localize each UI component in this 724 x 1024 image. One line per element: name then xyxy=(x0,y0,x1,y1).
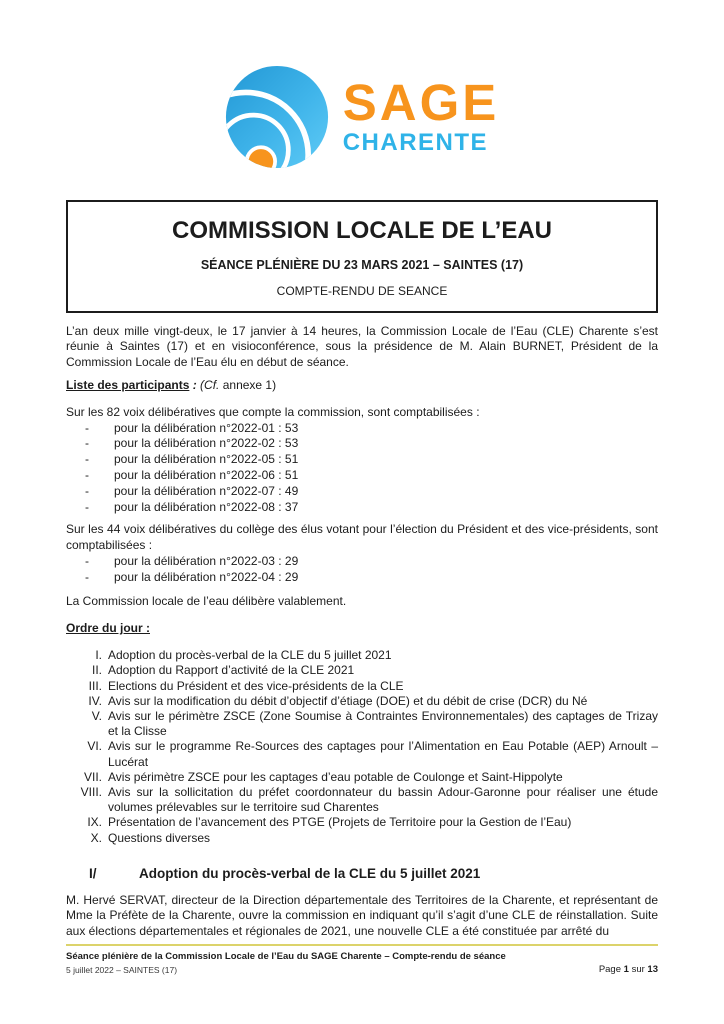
sage-charente-logo xyxy=(66,56,658,178)
agenda-list xyxy=(66,648,658,846)
document-title: COMMISSION LOCALE DE L’EAU xyxy=(171,217,552,244)
list-item xyxy=(66,421,658,437)
agenda-numeral: IX. xyxy=(87,815,102,830)
water-sphere-icon xyxy=(225,59,329,175)
agenda-item xyxy=(66,831,658,846)
list-item xyxy=(66,452,658,468)
page-total: 13 xyxy=(647,964,658,976)
agenda-text: Avis sur le programme Re-Sources des captages pour l’Alimentation en Eau Potable (AEP) Arnoult – Lucérat xyxy=(108,739,658,769)
agenda-numeral: III. xyxy=(88,678,102,693)
session-subtitle: SÉANCE PLÉNIÈRE DU 23 MARS 2021 – SAINTES (17) xyxy=(200,257,524,272)
agenda-numeral: X. xyxy=(90,830,102,845)
page-footer xyxy=(66,944,658,976)
participants-cf: (Cf. xyxy=(200,377,220,392)
vote-line: pour la délibération n°2022-01 : 53 xyxy=(114,420,299,435)
deliberation-note: La Commission locale de l’eau délibère valablement. xyxy=(66,593,347,608)
list-item xyxy=(66,436,658,452)
agenda-numeral: I. xyxy=(95,648,102,663)
agenda-text: Adoption du Rapport d’activité de la CLE 2021 xyxy=(108,663,355,678)
agenda-numeral: VI. xyxy=(87,739,102,754)
agenda-numeral: II. xyxy=(91,663,102,678)
footer-left xyxy=(66,951,506,976)
agenda-item xyxy=(66,785,658,815)
section-heading xyxy=(66,866,658,883)
agenda-numeral: IV. xyxy=(88,693,102,708)
vote-line: pour la délibération n°2022-03 : 29 xyxy=(114,553,299,568)
vote-line: pour la délibération n°2022-04 : 29 xyxy=(114,569,299,584)
logo-sage-text: SAGE xyxy=(342,74,500,132)
agenda-numeral: VIII. xyxy=(80,784,102,799)
page-indicator xyxy=(599,964,658,976)
logo-charente-text: CHARENTE xyxy=(342,128,489,156)
agenda-text: Questions diverses xyxy=(108,830,211,845)
agenda-text: Avis sur le périmètre ZSCE (Zone Soumise à Contraintes Environnementales) des captages de Trizay et la Clisse xyxy=(108,708,658,739)
agenda-item xyxy=(66,648,658,663)
footer-doc-title: Séance plénière de la Commission Locale de l’Eau du SAGE Charente – Compte-rendu de séance xyxy=(66,951,506,962)
title-box xyxy=(66,200,658,313)
list-item xyxy=(66,484,658,500)
agenda-item xyxy=(66,815,658,830)
section-number: I/ xyxy=(89,865,97,881)
section-title: Adoption du procès-verbal de la CLE du 5 juillet 2021 xyxy=(139,865,481,881)
intro-paragraph: L’an deux mille vingt-deux, le 17 janvier à 14 heures, la Commission Locale de l’Eau (CLE) Charente s’est réunie à Saintes (17) et en visioconférence, sous la présidence de M. Alain BURNET, Président de la Commission Locale de l’Eau élu en début de séance. xyxy=(66,323,658,370)
footer-row xyxy=(66,951,658,976)
agenda-item xyxy=(66,694,658,709)
page-number: 1 xyxy=(623,964,629,976)
agenda-heading: Ordre du jour : xyxy=(66,621,150,636)
page-content xyxy=(66,0,658,940)
list-item xyxy=(66,468,658,484)
page-label: Page xyxy=(598,964,621,976)
participants-label: Liste des participants xyxy=(66,377,190,392)
agenda-item xyxy=(66,770,658,785)
participants-annex: annexe 1) xyxy=(219,377,277,392)
votes-elus-list xyxy=(66,554,658,586)
vote-line: pour la délibération n°2022-05 : 51 xyxy=(114,452,299,467)
agenda-text: Avis sur la sollicitation du préfet coordonnateur du bassin Adour-Garonne pour réaliser une étude volumes prélevables sur le territoire sud Charentes xyxy=(108,784,658,815)
agenda-text: Avis périmètre ZSCE pour les captages d’eau potable de Coulonge et Saint-Hippolyte xyxy=(108,769,563,784)
list-item xyxy=(66,570,658,586)
page-of-label: sur xyxy=(631,964,645,976)
vote-line: pour la délibération n°2022-08 : 37 xyxy=(114,499,299,514)
agenda-numeral: VII. xyxy=(83,769,102,784)
votes-all-header: Sur les 82 voix délibératives que compte la commission, sont comptabilisées : xyxy=(66,404,480,419)
agenda-item xyxy=(66,679,658,694)
logo-wordmark xyxy=(342,74,500,156)
votes-elus-header: Sur les 44 voix délibératives du collège des élus votant pour l’élection du Président et des vice-présidents, sont comptabilisées : xyxy=(66,522,658,553)
agenda-text: Avis sur la modification du débit d’objectif d’étiage (DOE) et du débit de crise (DCR) du Né xyxy=(108,693,588,708)
list-item xyxy=(66,500,658,516)
vote-line: pour la délibération n°2022-06 : 51 xyxy=(114,467,299,482)
agenda-text: Adoption du procès-verbal de la CLE du 5 juillet 2021 xyxy=(108,648,392,663)
agenda-text: Elections du Président et des vice-présidents de la CLE xyxy=(108,678,404,693)
footer-doc-date: 5 juillet 2022 – SAINTES (17) xyxy=(66,965,178,976)
participants-line xyxy=(66,378,658,394)
agenda-numeral: V. xyxy=(91,708,102,723)
vote-line: pour la délibération n°2022-07 : 49 xyxy=(114,483,299,498)
agenda-item xyxy=(66,739,658,769)
vote-line: pour la délibération n°2022-02 : 53 xyxy=(114,436,299,451)
agenda-text: Présentation de l’avancement des PTGE (Projets de Territoire pour la Gestion de l’Eau) xyxy=(108,815,572,830)
agenda-item xyxy=(66,709,658,739)
list-item xyxy=(66,554,658,570)
agenda-item xyxy=(66,663,658,678)
footer-rule xyxy=(66,944,658,946)
section-paragraph: M. Hervé SERVAT, directeur de la Direction départementale des Territoires de la Charente, et représentant de Mme la Préfète de la Charente, ouvre la commission en indiquant qu’il s’agit d’une CLE de réinstallation. Suite aux élections départementales et régionales de 2021, une nouvelle CLE a été constituée par arrêté du xyxy=(66,892,658,939)
document-type: COMPTE-RENDU DE SEANCE xyxy=(276,283,448,298)
participants-colon: : xyxy=(189,377,201,392)
votes-all-list xyxy=(66,421,658,516)
